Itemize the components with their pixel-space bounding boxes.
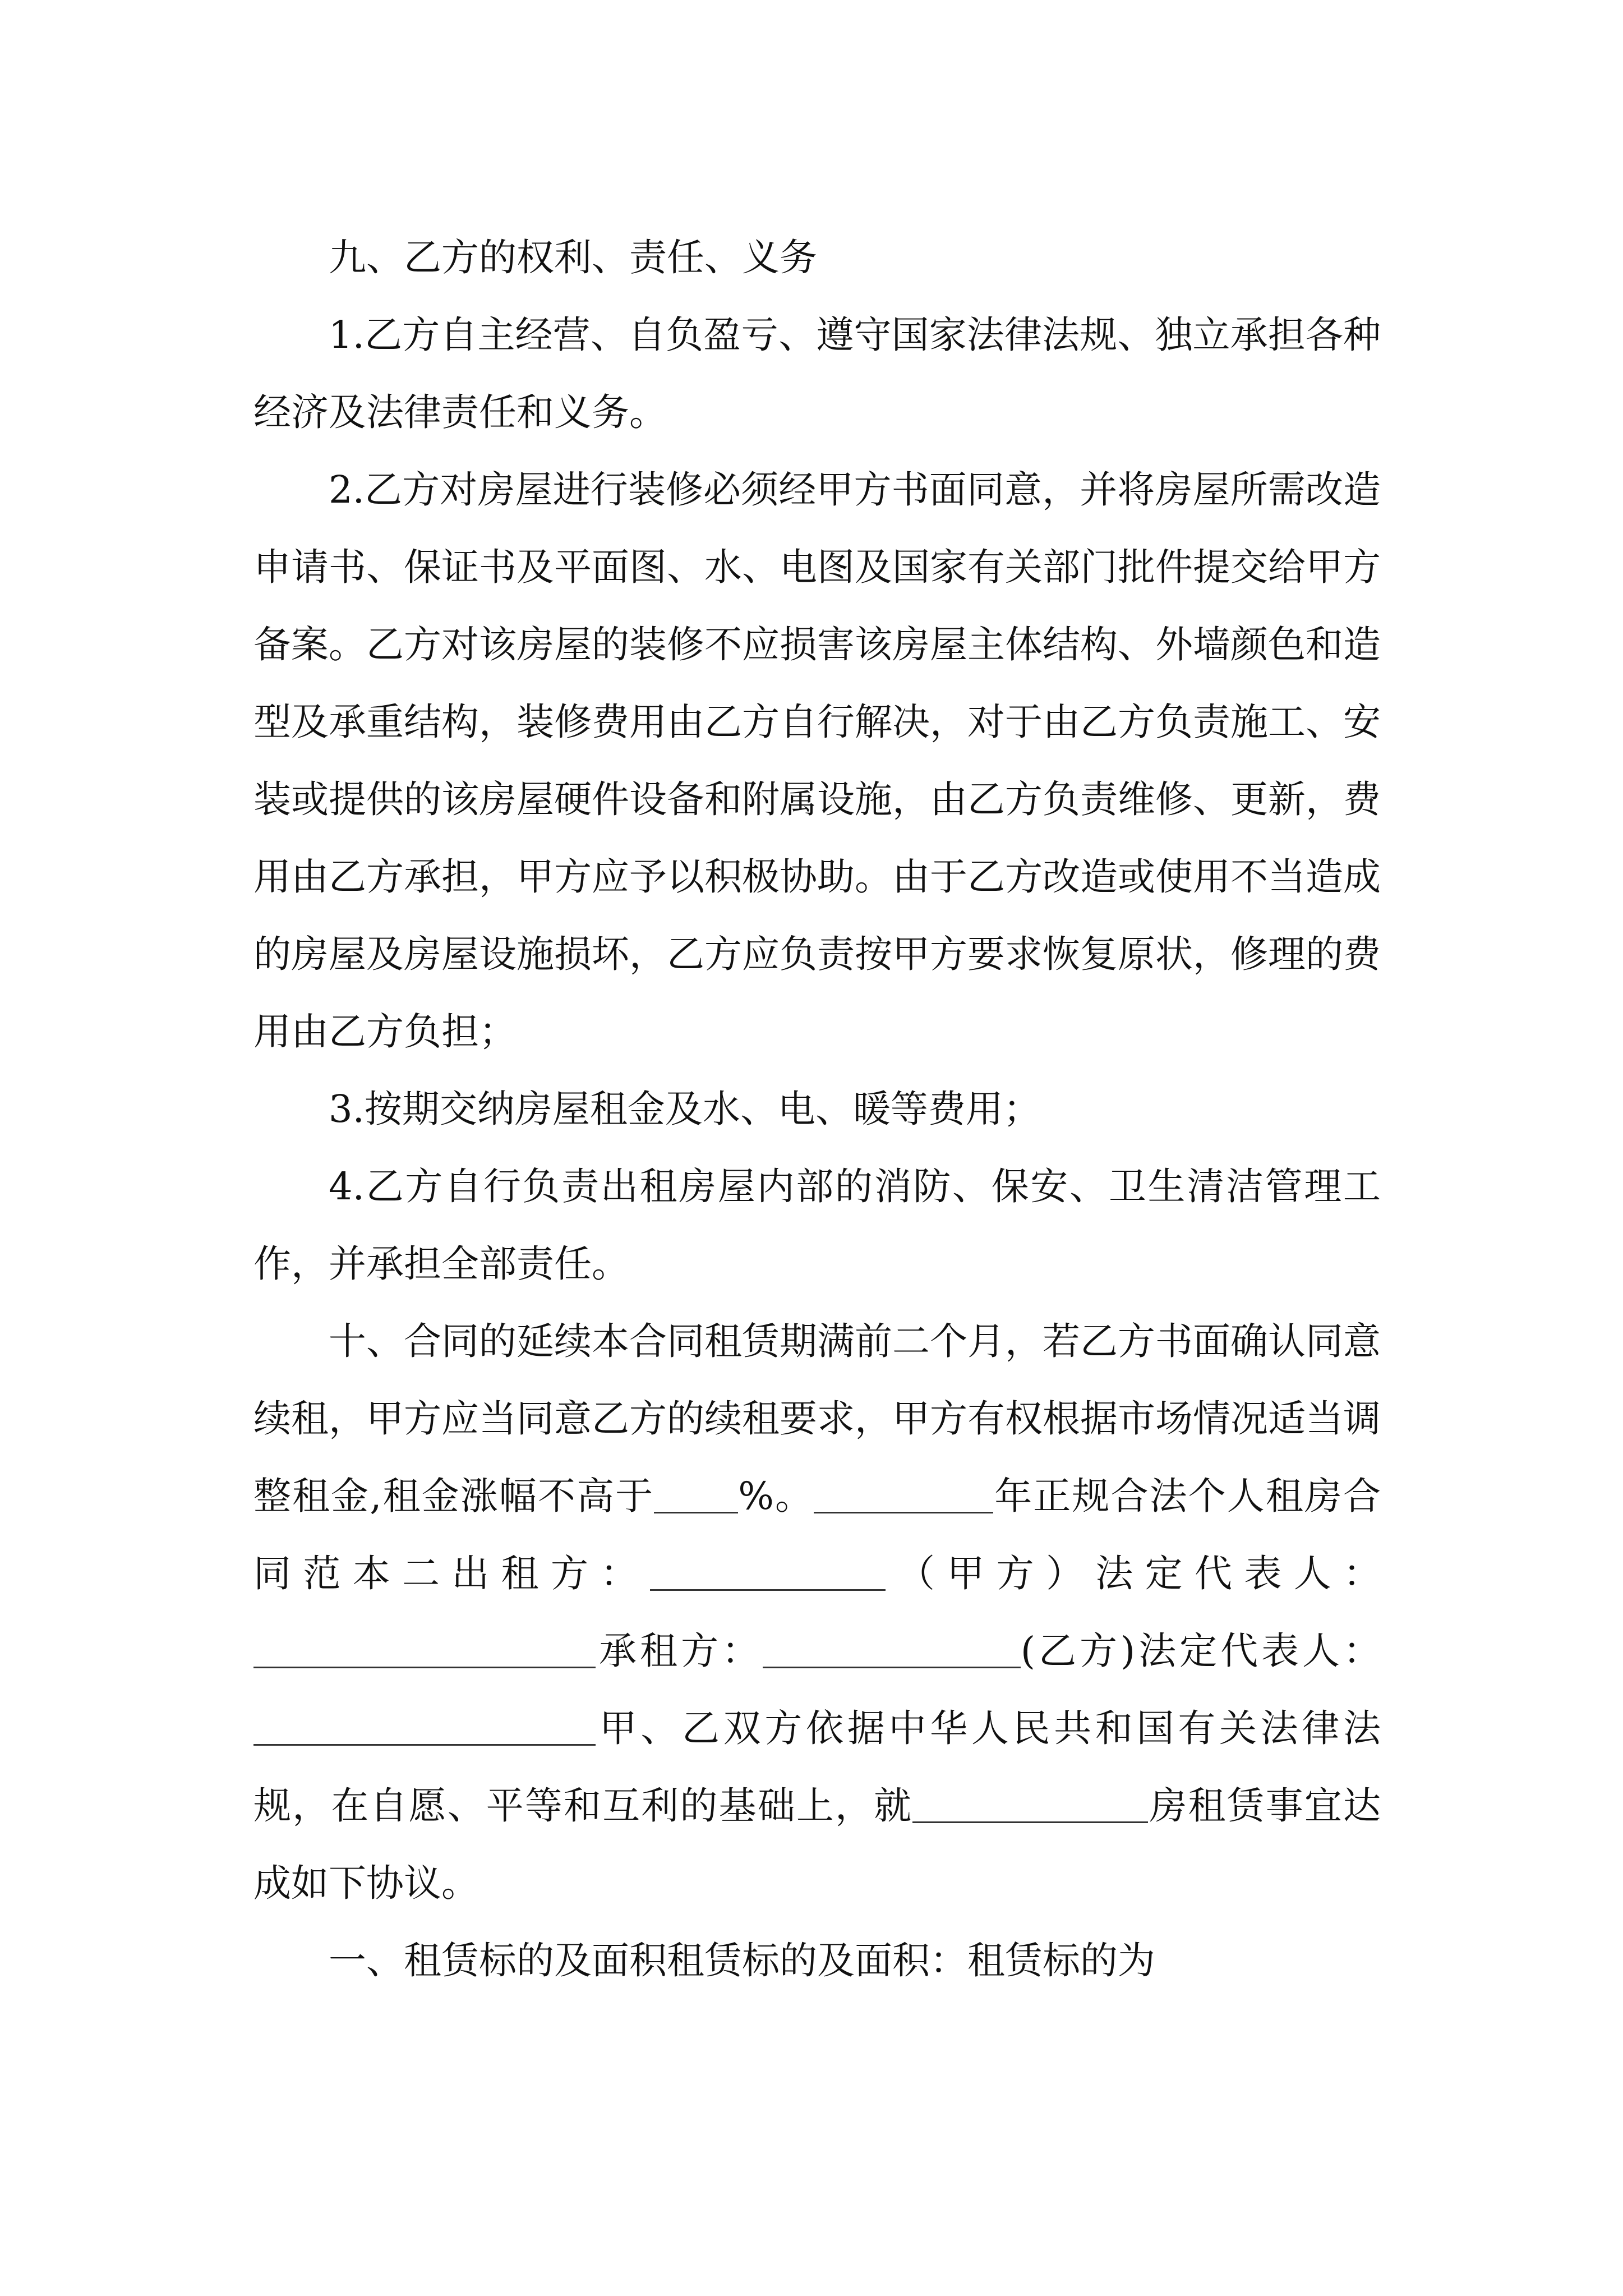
section-9-item-1: 1.乙方自主经营、自负盈亏、遵守国家法律法规、独立承担各种经济及法律责任和义务。 [253,313,1381,434]
property-location-blank [912,1786,1148,1823]
year-blank [814,1476,993,1513]
agreement-conclusion-text: 房租赁事宜达成如下协议。 [253,1784,1381,1905]
party-a-rep-label: （甲方）法定代表人： [885,1552,1381,1595]
renewal-clause-text: 十、合同的延续本合同租赁期满前二个月，若乙方书面确认同意续租，甲方应当同意乙方的续租要求，甲方有权根据市场情况适当调整租金,租金涨幅不高于 [253,1319,1381,1518]
lessee-label: 承租方： [596,1629,763,1673]
party-a-rep-blank [253,1631,596,1668]
contract-title-text: 年正规合法个人租房合同范本二出租方： [253,1474,1381,1595]
agreement-basis-text: 甲、乙双方依据中华人民共和国有关法律法规，在自愿、平等和互利的基础上，就 [253,1706,1381,1828]
section-9-heading: 九、乙方的权利、责任、义务 [329,236,817,279]
section-10-paragraph [253,1303,1381,1922]
section-9-item-3: 3.按期交纳房屋租金及水、电、暖等费用； [329,1087,1041,1131]
rent-increase-blank [654,1476,738,1513]
section-9-item-4: 4.乙方自行负责出租房屋内部的消防、保安、卫生清洁管理工作，并承担全部责任。 [253,1165,1381,1286]
party-b-rep-blank [253,1708,596,1746]
lessee-blank [763,1631,1021,1668]
document-body [253,219,1381,1999]
party-b-rep-label: (乙方)法定代表人： [1020,1629,1381,1673]
section-9-item-2: 2.乙方对房屋进行装修必须经甲方书面同意，并将房屋所需改造申请书、保证书及平面图、水、电图及国家有关部门批件提交给甲方备案。乙方对该房屋的装修不应损害该房屋主体结构、外墙颜色和造型及承重结构，装修费用由乙方自行解决，对于由乙方负责施工、安装或提供的该房屋硬件设备和附属设施，由乙方负责维修、更新，费用由乙方承担，甲方应予以积极协助。由于乙方改造或使用不当造成的房屋及房屋设施损坏，乙方应负责按甲方要求恢复原状，修理的费用由乙方负担； [253,468,1381,1053]
section-1-heading: 一、租赁标的及面积租赁标的及面积：租赁标的为 [329,1939,1155,1982]
lessor-blank [650,1553,886,1591]
percent-text: %。 [738,1474,814,1518]
